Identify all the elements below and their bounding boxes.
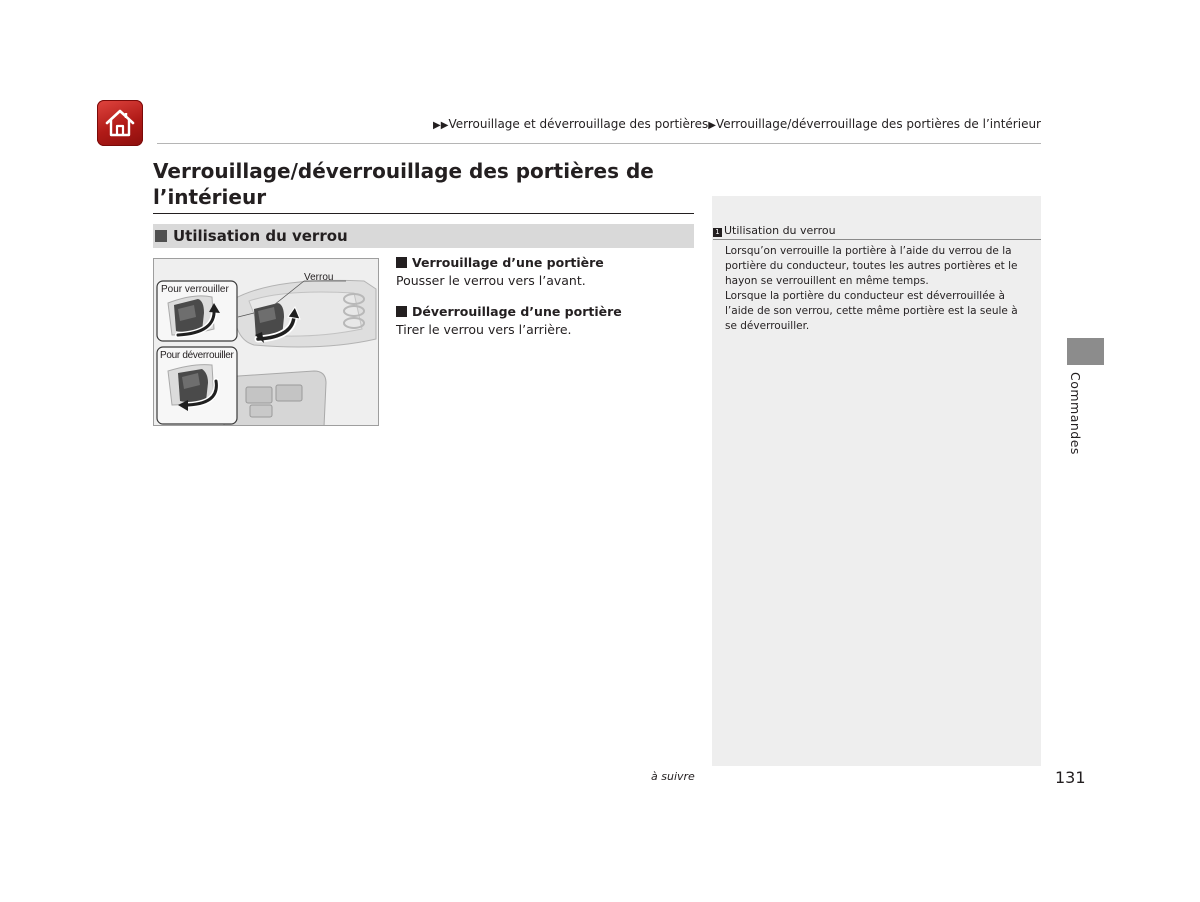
note-body bbox=[725, 244, 1030, 334]
procedure-text: Pousser le verrou vers l’avant. bbox=[396, 273, 586, 288]
breadcrumb-item[interactable]: Verrouillage et déverrouillage des portières bbox=[448, 117, 709, 131]
title-divider bbox=[153, 213, 694, 214]
section-square-icon bbox=[155, 230, 167, 242]
note-paragraph: Lorsque la portière du conducteur est déverrouillée à l’aide de son verrou, cette même portière est la seule à se déverrouiller. bbox=[725, 290, 1018, 332]
note-divider bbox=[713, 239, 1041, 240]
page-title-line: l’intérieur bbox=[153, 185, 267, 209]
page-title bbox=[153, 158, 693, 210]
chapter-tab[interactable] bbox=[1067, 338, 1104, 365]
door-lock-illustration bbox=[153, 258, 379, 426]
breadcrumb-arrow: ▶ bbox=[440, 120, 449, 131]
home-button[interactable] bbox=[97, 100, 143, 146]
procedure-text: Tirer le verrou vers l’arrière. bbox=[396, 322, 572, 337]
page-title-line: Verrouillage/déverrouillage des portières de bbox=[153, 159, 654, 183]
note-title-text: Utilisation du verrou bbox=[724, 224, 836, 237]
procedure-heading-text: Déverrouillage d’une portière bbox=[412, 304, 622, 319]
procedure-heading bbox=[396, 304, 622, 320]
label-unlock: Pour déverrouiller bbox=[160, 350, 234, 361]
note-paragraph: Lorsqu’on verrouille la portière à l’aide du verrou de la portière du conducteur, toutes les autres portières et le hayon se verrouillent en même temps. bbox=[725, 245, 1018, 287]
breadcrumb bbox=[433, 117, 1041, 131]
breadcrumb-arrow: ▶ bbox=[708, 120, 716, 131]
page-number: 131 bbox=[1055, 768, 1086, 787]
bullet-square-icon bbox=[396, 306, 407, 317]
section-title: Utilisation du verrou bbox=[173, 227, 348, 245]
label-lock: Pour verrouiller bbox=[161, 284, 229, 295]
procedure-unlock bbox=[396, 304, 622, 338]
procedure-heading-text: Verrouillage d’une portière bbox=[412, 255, 604, 270]
note-title bbox=[713, 224, 836, 238]
note-marker-icon: 1 bbox=[713, 228, 722, 237]
breadcrumb-arrow: ▶ bbox=[433, 120, 441, 131]
home-icon bbox=[104, 107, 136, 139]
chapter-tab-label: Commandes bbox=[1068, 372, 1083, 455]
bullet-square-icon bbox=[396, 257, 407, 268]
procedure-heading bbox=[396, 255, 604, 271]
breadcrumb-item[interactable]: Verrouillage/déverrouillage des portières de l’intérieur bbox=[715, 117, 1041, 131]
procedure-lock bbox=[396, 255, 604, 289]
continued-label: à suivre bbox=[651, 770, 695, 783]
label-lock-part: Verrou bbox=[304, 272, 334, 283]
header-divider bbox=[157, 143, 1041, 144]
